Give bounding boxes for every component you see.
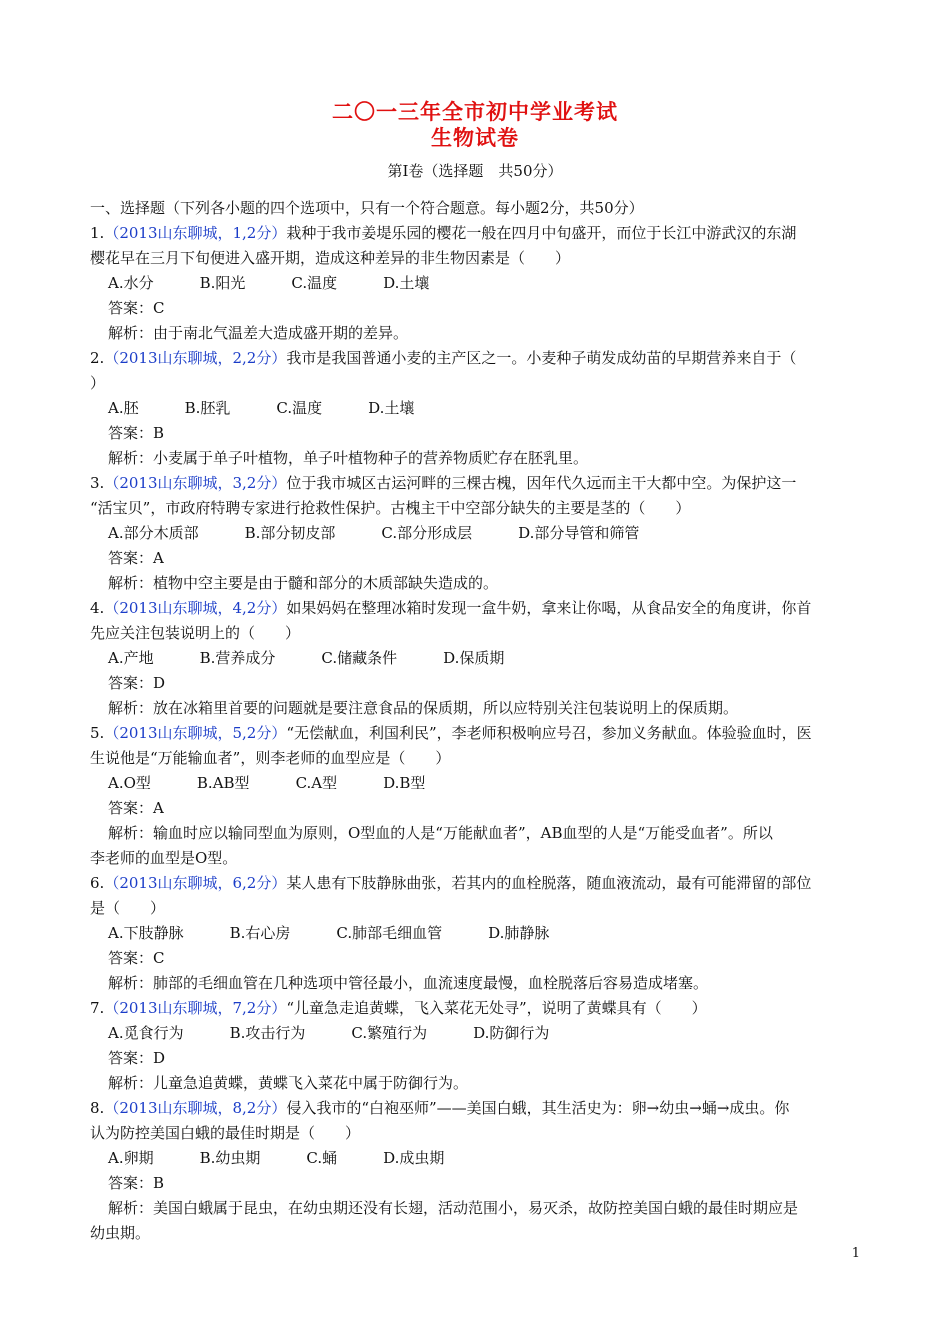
option-row bbox=[90, 1146, 862, 1171]
analysis-line: 解析：儿童急追黄蝶，黄蝶飞入菜花中属于防御行为。 bbox=[108, 1074, 469, 1092]
question-text-continued: ） bbox=[90, 374, 106, 392]
question-item bbox=[90, 721, 862, 871]
option-d: D.肺静脉 bbox=[488, 924, 550, 942]
answer-line: 答案：D bbox=[108, 1049, 166, 1067]
question-text-continued: “活宝贝”，市政府特聘专家进行抢救性保护。古槐主干中空部分缺失的主要是茎的（ ） bbox=[90, 499, 691, 517]
question-number: 1. bbox=[90, 224, 105, 242]
analysis-line: 解析：肺部的毛细血管在几种选项中管径最小，血流速度最慢，血栓脱落后容易造成堵塞。 bbox=[108, 974, 709, 992]
option-a: A.产地 bbox=[108, 649, 154, 667]
option-b: B.部分韧皮部 bbox=[244, 524, 336, 542]
option-row bbox=[90, 271, 862, 296]
analysis-line-continued: 李老师的血型是O型。 bbox=[90, 849, 238, 867]
question-text-continued: 先应关注包装说明上的（ ） bbox=[90, 624, 301, 642]
question-source: （2013山东聊城，3,2分） bbox=[104, 474, 287, 492]
question-item bbox=[90, 221, 862, 346]
option-b: B.幼虫期 bbox=[199, 1149, 261, 1167]
option-c: C.温度 bbox=[291, 274, 338, 292]
exam-title: 二〇一三年全市初中学业考试 bbox=[332, 100, 618, 124]
question-number: 5. bbox=[90, 724, 105, 742]
analysis-line: 解析：植物中空主要是由于髓和部分的木质部缺失造成的。 bbox=[108, 574, 499, 592]
option-c: C.储藏条件 bbox=[321, 649, 398, 667]
option-a: A.O型 bbox=[108, 774, 151, 792]
answer-line: 答案：C bbox=[108, 299, 165, 317]
question-item bbox=[90, 471, 862, 596]
analysis-line: 解析：由于南北气温差大造成盛开期的差异。 bbox=[108, 324, 409, 342]
question-text: “无偿献血，利国利民”，李老师积极响应号召，参加义务献血。体验验血时，医 bbox=[286, 724, 812, 742]
question-source: （2013山东聊城，5,2分） bbox=[104, 724, 287, 742]
option-b: B.阳光 bbox=[199, 274, 246, 292]
answer-line: 答案：C bbox=[108, 949, 165, 967]
question-stem bbox=[90, 471, 862, 496]
analysis-line: 解析：放在冰箱里首要的问题就是要注意食品的保质期，所以应特别关注包装说明上的保质期。 bbox=[108, 699, 739, 717]
question-number: 3. bbox=[90, 474, 105, 492]
question-text: 位于我市城区古运河畔的三棵古槐，因年代久远而主干大都中空。为保护这一 bbox=[286, 474, 797, 492]
question-item bbox=[90, 871, 862, 996]
option-a: A.水分 bbox=[108, 274, 154, 292]
question-number: 7. bbox=[90, 999, 105, 1017]
question-text: 侵入我市的“白袍巫师”——美国白蛾，其生活史为：卵→幼虫→蛹→成虫。你 bbox=[286, 1099, 790, 1117]
option-b: B.胚乳 bbox=[184, 399, 231, 417]
question-source: （2013山东聊城，4,2分） bbox=[104, 599, 287, 617]
option-c: C.温度 bbox=[276, 399, 323, 417]
analysis-line-continued: 幼虫期。 bbox=[90, 1224, 151, 1242]
question-stem bbox=[90, 1096, 862, 1121]
option-c: C.繁殖行为 bbox=[351, 1024, 428, 1042]
question-item bbox=[90, 1096, 862, 1246]
question-stem bbox=[90, 346, 862, 371]
page-number: 1 bbox=[851, 1246, 860, 1261]
question-number: 4. bbox=[90, 599, 105, 617]
analysis-line: 解析：小麦属于单子叶植物，单子叶植物种子的营养物质贮存在胚乳里。 bbox=[108, 449, 589, 467]
option-d: D.土壤 bbox=[383, 274, 430, 292]
answer-line: 答案：B bbox=[108, 1174, 165, 1192]
option-b: B.AB型 bbox=[196, 774, 250, 792]
option-d: D.保质期 bbox=[443, 649, 505, 667]
question-source: （2013山东聊城，2,2分） bbox=[104, 349, 287, 367]
question-number: 6. bbox=[90, 874, 105, 892]
question-stem bbox=[90, 996, 862, 1021]
option-d: D.防御行为 bbox=[473, 1024, 550, 1042]
answer-line: 答案：A bbox=[108, 799, 164, 817]
analysis-line: 解析：输血时应以输同型血为原则，O型血的人是“万能献血者”，AB血型的人是“万能受血者”。所以 bbox=[108, 824, 773, 842]
option-b: B.营养成分 bbox=[199, 649, 276, 667]
question-text: 某人患有下肢静脉曲张，若其内的血栓脱落，随血液流动，最有可能滞留的部位 bbox=[286, 874, 812, 892]
question-item bbox=[90, 596, 862, 721]
option-d: D.成虫期 bbox=[383, 1149, 445, 1167]
option-row bbox=[90, 771, 862, 796]
option-c: C.肺部毛细血管 bbox=[336, 924, 443, 942]
option-a: A.部分木质部 bbox=[108, 524, 199, 542]
question-source: （2013山东聊城，6,2分） bbox=[104, 874, 287, 892]
option-a: A.下肢静脉 bbox=[108, 924, 184, 942]
part-heading: 第Ⅰ卷（选择题 共50分） bbox=[387, 162, 563, 180]
option-d: D.B型 bbox=[383, 774, 426, 792]
question-source: （2013山东聊城，7,2分） bbox=[104, 999, 287, 1017]
question-source: （2013山东聊城，1,2分） bbox=[104, 224, 287, 242]
question-item bbox=[90, 346, 862, 471]
option-row bbox=[90, 1021, 862, 1046]
option-row bbox=[90, 521, 862, 546]
option-a: A.卵期 bbox=[108, 1149, 154, 1167]
question-item bbox=[90, 996, 862, 1096]
option-row bbox=[90, 646, 862, 671]
option-d: D.土壤 bbox=[368, 399, 415, 417]
option-row bbox=[90, 921, 862, 946]
question-stem bbox=[90, 871, 862, 896]
option-row bbox=[90, 396, 862, 421]
answer-line: 答案：A bbox=[108, 549, 164, 567]
question-number: 2. bbox=[90, 349, 105, 367]
option-a: A.胚 bbox=[108, 399, 139, 417]
question-text: 栽种于我市姜堤乐园的樱花一般在四月中旬盛开，而位于长江中游武汉的东湖 bbox=[286, 224, 797, 242]
question-text-continued: 认为防控美国白蛾的最佳时期是（ ） bbox=[90, 1124, 361, 1142]
analysis-line: 解析：美国白蛾属于昆虫，在幼虫期还没有长翅，活动范围小，易灭杀，故防控美国白蛾的最佳时期应是 bbox=[108, 1199, 799, 1217]
option-b: B.攻击行为 bbox=[229, 1024, 306, 1042]
answer-line: 答案：B bbox=[108, 424, 165, 442]
option-c: C.A型 bbox=[295, 774, 338, 792]
answer-line: 答案：D bbox=[108, 674, 166, 692]
option-d: D.部分导管和筛管 bbox=[518, 524, 640, 542]
question-number: 8. bbox=[90, 1099, 105, 1117]
question-text-continued: 樱花早在三月下旬便进入盛开期，造成这种差异的非生物因素是（ ） bbox=[90, 249, 571, 267]
option-c: C.蛹 bbox=[306, 1149, 338, 1167]
question-text: 如果妈妈在整理冰箱时发现一盒牛奶，拿来让你喝，从食品安全的角度讲，你首 bbox=[286, 599, 812, 617]
question-list bbox=[90, 196, 862, 1246]
question-stem bbox=[90, 721, 862, 746]
question-text-continued: 生说他是“万能输血者”，则李老师的血型应是（ ） bbox=[90, 749, 451, 767]
question-stem bbox=[90, 596, 862, 621]
question-stem bbox=[90, 221, 862, 246]
question-source: （2013山东聊城，8,2分） bbox=[104, 1099, 287, 1117]
option-c: C.部分形成层 bbox=[381, 524, 473, 542]
question-text-continued: 是（ ） bbox=[90, 899, 166, 917]
exam-subtitle: 生物试卷 bbox=[431, 126, 519, 150]
option-a: A.觅食行为 bbox=[108, 1024, 184, 1042]
question-text: 我市是我国普通小麦的主产区之一。小麦种子萌发成幼苗的早期营养来自于（ bbox=[286, 349, 797, 367]
question-text: “儿童急走追黄蝶，飞入菜花无处寻”，说明了黄蝶具有（ ） bbox=[286, 999, 707, 1017]
section-heading: 一、选择题（下列各小题的四个选项中，只有一个符合题意。每小题2分，共50分） bbox=[90, 199, 644, 217]
option-b: B.右心房 bbox=[229, 924, 291, 942]
